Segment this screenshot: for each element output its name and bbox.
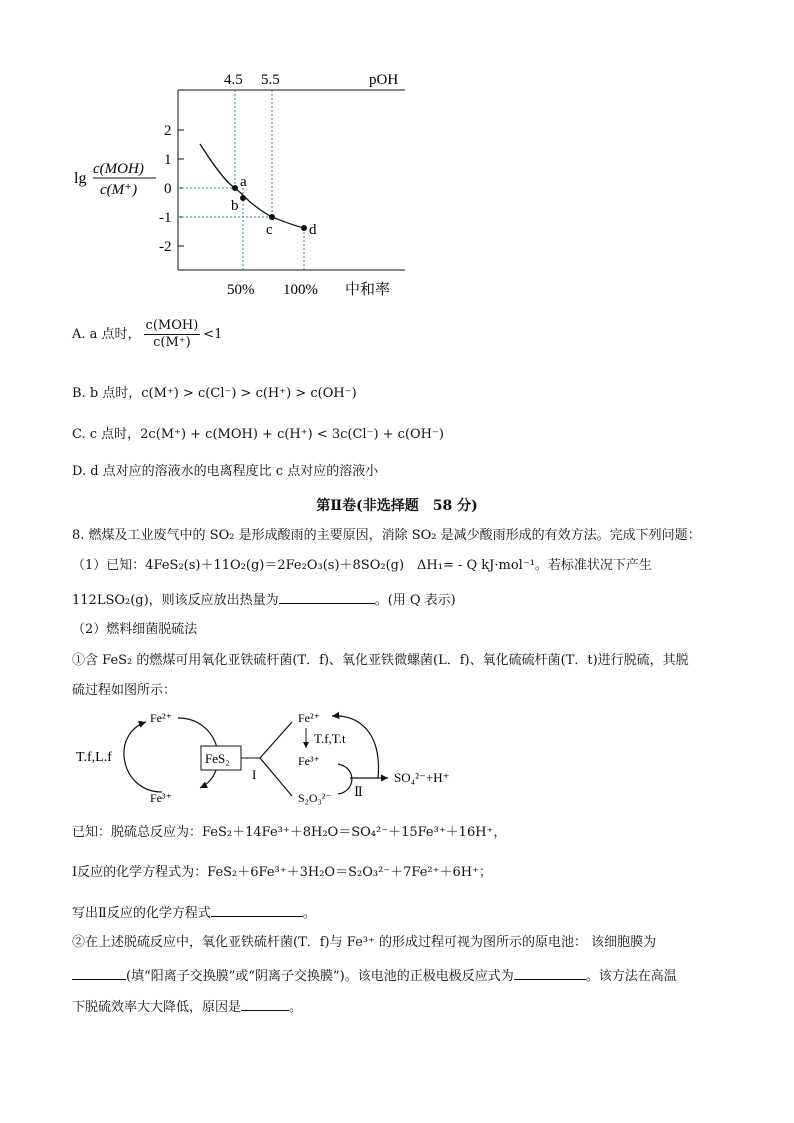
fe3-right: Fe³⁺ <box>298 754 320 768</box>
point-b-marker <box>240 195 246 201</box>
ylabel-prefix: lg <box>74 170 87 187</box>
point-c-marker <box>269 214 275 220</box>
ylabel-denominator: c(M⁺) <box>100 182 138 198</box>
option-c: C. c 点时，2c(M⁺) + c(MOH) + c(H⁺) < 3c(Cl⁻) + c(OH⁻) <box>72 427 444 442</box>
y-tick-neg1: -1 <box>159 210 172 226</box>
top-tick-5-5: 5.5 <box>261 72 280 88</box>
s2o3-label: S₂O₃²⁻ <box>298 791 332 805</box>
answer-blank-reaction-2[interactable] <box>211 902 303 917</box>
product-label: SO₄²⁻+H⁺ <box>394 770 450 785</box>
q8-part3-line1: ②在上述脱硫反应中，氧化亚铁硫杆菌(T．f)与 Fe³⁺ 的形成过程可视为图所示的原电池： 该细胞膜为 <box>72 935 657 950</box>
q8-part2-line2: 硫过程如图所示： <box>72 683 177 698</box>
option-d: D. d 点对应的溶液水的电离程度比 c 点对应的溶液小 <box>72 464 379 479</box>
point-d-marker <box>301 225 307 231</box>
left-bacteria-label: T.f,L.f <box>76 750 112 765</box>
option-b: B. b 点时，c(M⁺) > c(Cl⁻) > c(H⁺) > c(OH⁻) <box>72 386 357 401</box>
neutralization-curve <box>200 144 304 228</box>
q8-part1-line2-a: 112LSO₂(g)，则该反应放出热量为 <box>72 593 279 608</box>
q8-part2-title: （2）燃料细菌脱硫法 <box>72 622 198 637</box>
q8-part3-line2-a: (填“阳离子交换膜”或“阴离子交换膜”)。该电池的正极电极反应式为 <box>126 969 514 984</box>
q8-part3-line2 <box>72 965 677 986</box>
point-a-marker <box>232 185 238 191</box>
q8-part2-line1: ①含 FeS₂ 的燃煤可用氧化亚铁硫杆菌(T．f)、氧化亚铁微螺菌(L．f)、氧化硫硫杆菌(T．t)进行脱硫，其脱 <box>72 653 689 668</box>
titration-figure <box>60 62 420 302</box>
step-2-label: Ⅱ <box>354 784 363 799</box>
section-title: 第Ⅱ卷(非选择题 58 分) <box>316 498 478 514</box>
step-1-label: I <box>252 767 257 782</box>
y-tick-neg2: -2 <box>159 239 172 255</box>
answer-blank-membrane[interactable] <box>72 965 126 980</box>
q8-part1-line2 <box>72 589 456 610</box>
ylabel-numerator: c(MOH) <box>93 161 144 177</box>
q8-part1-line2-b: 。(用 Q 表示) <box>374 593 456 608</box>
write-reaction-2-b: 。 <box>302 906 316 921</box>
desulfurization-scheme <box>70 704 490 814</box>
y-tick-1: 1 <box>164 152 172 168</box>
fe3-left: Fe³⁺ <box>150 791 172 805</box>
point-a-label: a <box>240 174 247 190</box>
point-b-label: b <box>231 198 239 214</box>
y-tick-0: 0 <box>164 181 172 197</box>
bottom-tick-100: 100% <box>283 282 318 298</box>
bottom-tick-50: 50% <box>227 282 255 298</box>
write-reaction-2 <box>72 902 316 923</box>
top-axis-label: pOH <box>369 72 399 88</box>
q8-part1-line1: （1）已知：4FeS₂(s)＋11O₂(g)＝2Fe₂O₃(s)＋8SO₂(g) ΔH₁= - Q kJ·mol⁻¹。若标准状况下产生 <box>72 558 652 573</box>
fe2-left: Fe²⁺ <box>150 711 172 725</box>
point-c-label: c <box>266 222 273 238</box>
answer-blank-reason[interactable] <box>241 996 289 1011</box>
point-d-label: d <box>309 222 317 238</box>
fe2-right: Fe²⁺ <box>298 711 320 725</box>
option-a-numerator: c(MOH) <box>145 318 199 333</box>
y-tick-2: 2 <box>164 123 172 139</box>
q8-intro: 8. 燃煤及工业废气中的 SO₂ 是形成酸雨的主要原因，消除 SO₂ 是减少酸雨形成的有效方法。完成下列问题： <box>72 528 701 543</box>
q8-part3-line2-b: 。该方法在高温 <box>585 969 677 984</box>
write-reaction-2-a: 写出Ⅱ反应的化学方程式 <box>72 906 211 921</box>
right-bacteria-label: T.f,T.t <box>314 731 346 746</box>
option-a-prefix: A. a 点时， <box>72 327 141 342</box>
answer-blank-heat[interactable] <box>279 589 375 604</box>
option-a-fraction <box>144 318 201 351</box>
known-total-reaction: 已知：脱硫总反应为：FeS₂＋14Fe³⁺＋8H₂O＝SO₄²⁻＋15Fe³⁺＋16H⁺， <box>72 825 507 840</box>
option-a <box>72 318 222 351</box>
q8-part3-line3-a: 下脱硫效率大大降低，原因是 <box>72 1000 242 1015</box>
answer-blank-positive-electrode[interactable] <box>514 965 586 980</box>
q8-part3-line3-b: 。 <box>289 1000 303 1015</box>
top-tick-4-5: 4.5 <box>224 72 243 88</box>
option-a-denominator: c(M⁺) <box>153 335 191 350</box>
option-a-suffix: <1 <box>203 327 223 342</box>
bottom-axis-label: 中和率 <box>345 282 391 298</box>
fes2-label: FeS₂ <box>205 751 230 766</box>
known-reaction-1: Ⅰ反应的化学方程式为：FeS₂＋6Fe³⁺＋3H₂O＝S₂O₃²⁻＋7Fe²⁺＋6H⁺； <box>72 865 492 880</box>
q8-part3-line3 <box>72 996 302 1017</box>
